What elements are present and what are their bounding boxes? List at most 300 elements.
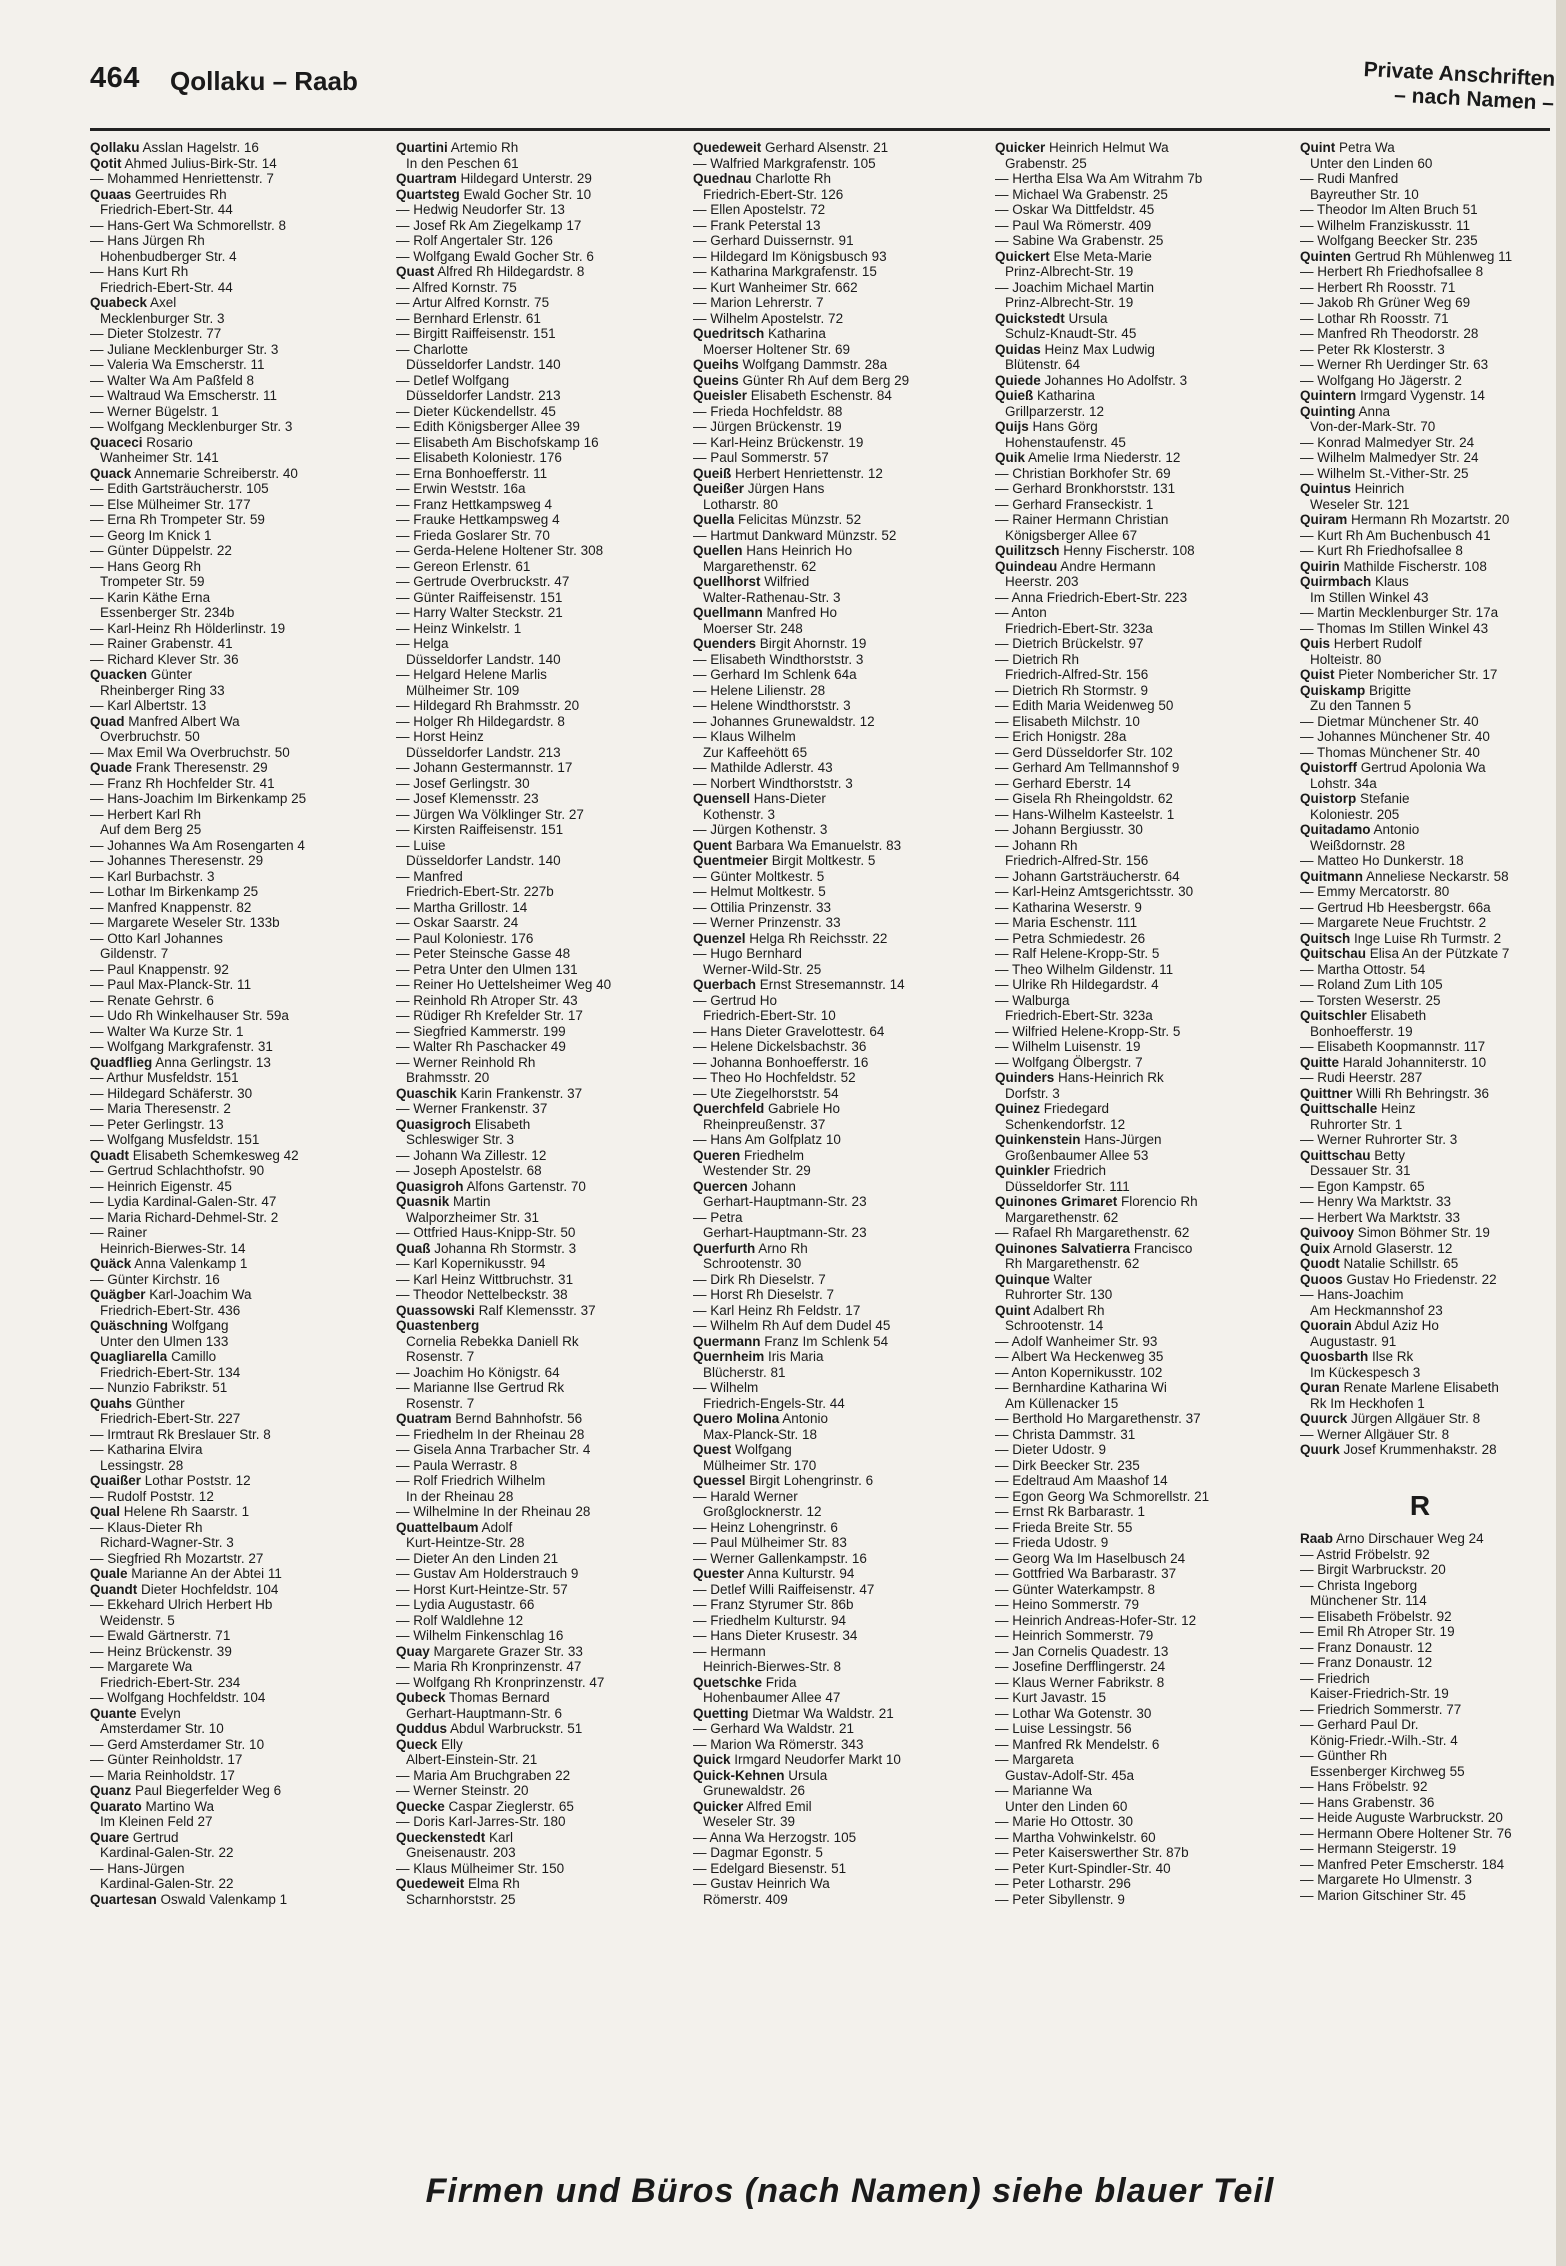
entry-same-surname [1300,884,1540,900]
entry-detail: Elisabeth [1370,1008,1427,1023]
entry-same-surname [90,1659,372,1675]
entry-detail: Heinz Brückenstr. 39 [107,1643,232,1659]
entry-same-surname [1300,373,1540,389]
entry-same-surname [1300,1070,1540,1086]
entry-surname: Quero Molina [693,1411,780,1426]
entry-continuation: Ruhrorter Str. 130 [1005,1287,1113,1302]
entry-same-surname [1300,900,1540,916]
entry-same-surname [1300,1194,1540,1210]
entry-continuation: Hohenbaumer Allee 47 [703,1690,841,1705]
entry-continuation: Friedrich-Engels-Str. 44 [703,1395,845,1411]
entry-surname-line [90,1783,372,1799]
entry-surname-line [90,156,372,172]
entry-surname-line [90,1349,372,1365]
entry-detail: Helmut Moltkestr. 5 [710,884,826,899]
entry-same-surname [693,652,975,668]
entry-surname: Quinez [995,1101,1041,1116]
dash-marker: — [1300,1810,1318,1825]
entry-detail: Manfred [413,868,463,884]
entry-detail: Margarete Neue Fruchtstr. 2 [1317,915,1487,930]
entry-surname: Quasigroch [396,1116,472,1132]
entry-detail: Rainer [107,1225,148,1240]
dash-marker: — [693,403,711,419]
dash-marker: — [995,775,1013,791]
entry-continuation: Am Heckmannshof 23 [1310,1302,1443,1318]
entry-detail: Herbert Karl Rh [107,806,202,822]
dash-marker: — [396,1256,414,1271]
dash-marker: — [396,915,414,930]
dash-marker: — [1300,1426,1318,1442]
entry-continuation: Friedrich-Ebert-Str. 134 [100,1364,241,1380]
entry-same-surname [396,1613,678,1629]
entry-detail: Wolfgang Ewald Gocher Str. 6 [413,248,594,264]
entry-surname-line [396,1721,678,1737]
dash-marker: — [995,202,1013,217]
entry-surname-line [693,1179,975,1195]
entry-same-surname [693,698,975,714]
entry-detail: Arno Rh [758,1240,808,1256]
entry-detail: Anna [1358,403,1391,419]
entry-detail: Karl-Heinz Rh Hölderlinstr. 19 [107,620,286,636]
entry-detail: Karl-Heinz Amtsgerichtsstr. 30 [1012,884,1194,899]
entry-surname-line [396,1411,678,1427]
dash-marker: — [1300,620,1318,636]
entry-detail: Hans-Joachim [1317,1287,1404,1302]
entry-surname: Quinting [1300,403,1356,419]
entry-surname: Quitschler [1300,1008,1367,1023]
dash-marker: — [995,930,1013,946]
entry-detail: Hans-Gert Wa Schmorellstr. 8 [107,217,287,233]
entry-same-surname [396,1039,678,1055]
entry-detail: Johann [751,1178,796,1194]
entry-surname: Queren [693,1147,741,1163]
dash-marker: — [1300,1624,1318,1639]
entry-same-surname [396,1814,678,1830]
entry-same-surname [693,1380,975,1396]
entry-same-surname [1300,1841,1540,1857]
entry-detail: Johannes Münchener Str. 40 [1317,729,1490,744]
entry-continuation: Essenberger Str. 234b [100,605,235,620]
entry-detail: Oskar Saarstr. 24 [413,915,519,930]
entry-surname: Quinones Salvatierra [995,1240,1131,1256]
entry-detail: Elisabeth Am Bischofskamp 16 [413,434,599,450]
entry-detail: Hildegard Im Königsbusch 93 [710,248,887,264]
entry-surname: Quitsch [1300,930,1351,946]
entry-same-surname [1300,171,1540,187]
entry-surname: Quirmbach [1300,574,1372,589]
entry-same-surname [1300,357,1540,373]
dash-marker: — [995,1519,1013,1535]
entry-same-surname [396,295,678,311]
dash-marker: — [396,1860,414,1876]
entry-surname: Quurk [1300,1442,1340,1457]
entry-same-surname [995,683,1277,699]
dash-marker: — [995,868,1013,884]
entry-continuation: Am Küllenacker 15 [1005,1395,1119,1411]
entry-detail: Marion Gitschiner Str. 45 [1317,1887,1466,1903]
entry-detail: Günter Moltkestr. 5 [710,868,825,884]
entry-detail: Karl Kopernikusstr. 94 [413,1256,546,1271]
entry-surname: Quercen [693,1178,748,1194]
entry-detail: Birgit Moltkestr. 5 [771,853,876,868]
entry-detail: Hans-Jürgen [1084,1132,1162,1147]
entry-detail: Margarete Grazer Str. 33 [433,1643,583,1659]
entry-detail: Ottilia Prinzenstr. 33 [710,899,832,915]
entry-same-surname [1300,745,1540,761]
entry-detail: Günter Reinholdstr. 17 [107,1752,243,1767]
dash-marker: — [1300,465,1318,481]
entry-continuation: Gerhart-Hauptmann-Str. 23 [703,1225,867,1240]
entry-same-surname [995,1752,1277,1768]
entry-same-surname [693,776,975,792]
entry-same-surname [90,1427,372,1443]
entry-continuation: Im Stillen Winkel 43 [1310,589,1429,605]
entry-detail: Gottfried Wa Barbarastr. 37 [1012,1566,1177,1581]
entry-same-surname [396,233,678,249]
entry-surname-line [1300,683,1540,699]
dash-marker: — [693,1085,711,1101]
column-4 [995,140,1277,2150]
entry-detail: Simon Böhmer Str. 19 [1357,1225,1490,1240]
entry-same-surname [995,1535,1277,1551]
dash-marker: — [995,1752,1013,1767]
entry-same-surname [995,1566,1277,1582]
entry-surname-line [1300,1225,1540,1241]
entry-detail: Otto Karl Johannes [107,930,223,946]
entry-same-surname [995,915,1277,931]
dash-marker: — [90,357,108,372]
entry-detail: Franz Donaustr. 12 [1317,1655,1433,1670]
entry-detail: Wilhelm Apostelstr. 72 [710,310,844,326]
entry-detail: Gerd Düsseldorfer Str. 102 [1012,744,1173,760]
entry-detail: Wolfgang Rh Kronprinzenstr. 47 [413,1674,605,1690]
entry-continuation: Dessauer Str. 31 [1310,1163,1411,1178]
entry-same-surname [693,900,975,916]
entry-same-surname [693,1070,975,1086]
entry-surname-line [693,1442,975,1458]
entry-detail: Willi Rh Behringstr. 36 [1356,1085,1490,1101]
entry-surname-line [693,1349,975,1365]
dash-marker: — [396,822,414,837]
entry-continuation: Rosenstr. 7 [406,1395,475,1411]
entry-surname: Quahs [90,1395,133,1411]
entry-same-surname [396,218,678,234]
entry-detail: Henry Wa Marktstr. 33 [1317,1194,1452,1209]
dash-marker: — [995,1023,1013,1039]
entry-detail: Hermann Rh Mozartstr. 20 [1351,512,1510,527]
entry-continuation: Weidenstr. 5 [100,1612,175,1628]
entry-detail: Wolfgang Markgrafenstr. 31 [107,1039,273,1054]
entry-same-surname [90,745,372,761]
dash-marker: — [396,1225,414,1240]
dash-marker: — [995,1876,1013,1891]
entry-detail: Johannes Ho Adolfstr. 3 [1044,372,1188,388]
entry-surname-line [90,1830,372,1846]
entry-surname-line [995,388,1277,404]
entry-surname-line [90,1256,372,1272]
entry-same-surname [1300,1655,1540,1671]
entry-detail: Erich Honigstr. 28a [1012,729,1127,744]
entry-detail: Helga [413,636,449,651]
entry-detail: Edith Maria Weidenweg 50 [1012,698,1174,713]
entry-detail: Werner Reinhold Rh [413,1054,536,1070]
dash-marker: — [1300,326,1318,341]
entry-same-surname [90,1520,372,1536]
entry-detail: Josef Krummenhakstr. 28 [1343,1442,1497,1457]
dash-marker: — [693,264,711,279]
entry-same-surname [1300,280,1540,296]
dash-marker: — [90,1101,108,1116]
entry-detail: Katharina Markgrafenstr. 15 [710,264,877,279]
dash-marker: — [995,636,1013,651]
entry-surname-line [693,1473,975,1489]
entry-detail: Lothar Wa Gotenstr. 30 [1012,1705,1152,1721]
entry-detail: Walter [1053,1271,1093,1287]
entry-surname-line [693,171,975,187]
entry-surname: Quivooy [1300,1225,1355,1240]
entry-same-surname [693,419,975,435]
entry-surname-line [693,1241,975,1257]
entry-surname: Quensell [693,791,751,806]
entry-same-surname [995,1365,1277,1381]
dash-marker: — [995,496,1013,512]
dash-marker: — [396,403,414,419]
entry-detail: Dietrich Rh Stormstr. 9 [1012,682,1149,698]
dash-marker: — [995,217,1013,233]
entry-same-surname [396,760,678,776]
dash-marker: — [1300,434,1318,450]
entry-detail: Hans Fröbelstr. 92 [1317,1779,1428,1794]
dash-marker: — [693,868,711,884]
entry-same-surname [1300,543,1540,559]
entry-surname-line [995,373,1277,389]
dash-marker: — [90,636,108,651]
entry-detail: Johann Bergiusstr. 30 [1012,822,1143,837]
entry-surname-line [693,373,975,389]
dash-marker: — [1300,1794,1318,1810]
entry-surname: Quedeweit [693,140,762,155]
entry-same-surname [90,900,372,916]
dash-marker: — [995,1628,1013,1643]
entry-same-surname [1300,1810,1540,1826]
entry-same-surname [1300,1702,1540,1718]
dash-marker: — [693,1597,711,1612]
dash-marker: — [995,1705,1013,1721]
entry-surname: Quicker [693,1798,744,1814]
entry-same-surname [90,1768,372,1784]
entry-same-surname [693,760,975,776]
dash-marker: — [396,1442,414,1457]
entry-same-surname [396,1365,678,1381]
entry-detail: Johanna Rh Stormstr. 3 [434,1240,577,1256]
entry-same-surname [995,233,1277,249]
entry-same-surname [693,280,975,296]
entry-continuation: Walter-Rathenau-Str. 3 [703,589,841,605]
entry-continuation: Werner-Wild-Str. 25 [703,961,822,977]
entry-surname: Quorain [1300,1318,1352,1333]
entry-same-surname [396,807,678,823]
entry-same-surname [995,1861,1277,1877]
entry-same-surname [396,605,678,621]
entry-detail: Gisela Rh Rheingoldstr. 62 [1012,791,1173,806]
entry-detail: Jakob Rh Grüner Weg 69 [1317,295,1471,310]
entry-detail: Petra Schmiedestr. 26 [1012,930,1146,946]
entry-detail: Hans-Heinrich Rk [1058,1070,1164,1085]
entry-detail: Manfred Peter Emscherstr. 184 [1317,1856,1505,1872]
entry-surname-line [90,1504,372,1520]
dash-marker: — [396,512,414,527]
section-title-line1: Private Anschriften [1363,57,1556,91]
entry-same-surname [396,791,678,807]
entry-same-surname [1300,1578,1540,1594]
entry-detail: Rolf Angertaler Str. 126 [413,233,553,248]
entry-surname: Quester [693,1566,745,1581]
entry-continuation: Prinz-Albrecht-Str. 19 [1005,295,1134,310]
entry-same-surname [1300,915,1540,931]
dash-marker: — [396,930,414,946]
entry-continuation: König-Friedr.-Wilh.-Str. 4 [1310,1732,1458,1748]
entry-continuation: Friedrich-Alfred-Str. 156 [1005,853,1149,868]
entry-continuation: Düsseldorfer Str. 111 [1005,1178,1130,1194]
dash-marker: — [90,853,108,868]
entry-surname-line [995,342,1277,358]
entry-detail: Gerhard Alsenstr. 21 [765,140,889,155]
dash-marker: — [90,651,108,667]
dash-marker: — [693,1023,711,1039]
entry-same-surname [396,342,678,358]
entry-surname-line [693,466,975,482]
entry-surname: Queiß [693,465,732,481]
entry-same-surname [396,1148,678,1164]
entry-surname: Quandt [90,1581,138,1597]
entry-same-surname [1300,1671,1540,1687]
entry-surname: Quis [1300,636,1331,651]
entry-surname-line [1300,760,1540,776]
entry-surname-line [995,249,1277,265]
entry-detail: Hans-Joachim Im Birkenkamp 25 [107,791,307,806]
dash-marker: — [995,481,1013,496]
dash-marker: — [90,481,108,496]
entry-detail: Christa Dammstr. 31 [1012,1426,1136,1442]
entry-same-surname [90,1194,372,1210]
dash-marker: — [396,202,414,217]
entry-surname-line [995,140,1277,156]
entry-detail: Kurt Rh Am Buchenbusch 41 [1317,527,1491,543]
entry-surname: Quäschning [90,1318,169,1333]
entry-continuation: Grillparzerstr. 12 [1005,403,1105,419]
entry-continuation: Großglocknerstr. 12 [703,1504,822,1519]
entry-surname: Quedritsch [693,326,765,341]
entry-detail: Gertrud Schlachthofstr. 90 [107,1163,265,1178]
entry-same-surname [90,1039,372,1055]
entry-surname-line [693,1101,975,1117]
entry-detail: Alfons Gartenstr. 70 [466,1178,586,1194]
entry-detail: Rafael Rh Margarethenstr. 62 [1012,1225,1190,1240]
dash-marker: — [693,899,711,915]
entry-detail: Heide Auguste Warbruckstr. 20 [1317,1810,1503,1825]
dash-marker: — [90,543,108,558]
entry-surname-line [693,140,975,156]
entry-surname-line [693,605,975,621]
dash-marker: — [396,775,414,791]
entry-detail: Ralf Helene-Kropp-Str. 5 [1012,946,1160,961]
dash-marker: — [995,1783,1013,1798]
entry-surname-line [1300,822,1540,838]
entry-surname: Quante [90,1705,137,1721]
entry-surname: Quickstedt [995,310,1065,326]
entry-detail: Albert Wa Heckenweg 35 [1011,1349,1164,1364]
entry-detail: Helene Dickelsbachstr. 36 [710,1039,867,1054]
entry-continuation: In der Rheinau 28 [406,1488,514,1504]
entry-detail: Theodor Im Alten Bruch 51 [1317,202,1478,217]
entry-detail: Ursula [1068,310,1108,326]
dash-marker: — [90,1178,108,1194]
entry-surname: Quinkler [995,1163,1050,1178]
entry-surname: Quartini [396,140,448,155]
entry-surname-line [1300,1272,1540,1288]
entry-surname: Quay [396,1643,430,1659]
dash-marker: — [396,620,414,636]
dash-marker: — [90,961,108,977]
entry-same-surname [396,1628,678,1644]
entry-same-surname [396,1861,678,1877]
entry-surname-line [995,450,1277,466]
entry-detail: Rainer Grabenstr. 41 [107,636,233,651]
entry-detail: Dirk Beecker Str. 235 [1012,1457,1140,1473]
entry-detail: Rolf Friedrich Wilhelm [413,1473,546,1488]
entry-detail: Florencio Rh [1121,1194,1198,1209]
entry-detail: Friedrich [1053,1163,1107,1178]
entry-same-surname [90,838,372,854]
entry-detail: Gustav Ho Friedenstr. 22 [1346,1271,1497,1287]
entry-detail: Brigitte [1369,682,1412,698]
entry-same-surname [396,869,678,885]
entry-detail: Max Emil Wa Overbruchstr. 50 [107,744,290,760]
entry-surname-line [396,1303,678,1319]
entry-detail: Manfred Rk Mendelstr. 6 [1012,1736,1160,1752]
entry-surname: Quistorp [1300,791,1357,806]
entry-detail: Oswald Valenkamp 1 [160,1891,288,1907]
dash-marker: — [396,372,414,388]
entry-detail: Hans Kurt Rh [107,264,189,279]
entry-detail: Edith Gartsträucherstr. 105 [107,481,269,496]
entry-same-surname [693,1489,975,1505]
entry-continuation: Mülheimer Str. 109 [406,682,520,698]
dash-marker: — [396,1628,414,1643]
entry-same-surname [693,1520,975,1536]
entry-detail: Hugo Bernhard [710,946,802,961]
entry-same-surname [396,574,678,590]
entry-detail: Jürgen Wa Völklinger Str. 27 [413,806,584,822]
entry-same-surname [396,946,678,962]
entry-detail: Friedegard [1043,1101,1110,1116]
entry-same-surname [90,931,372,947]
entry-continuation: Blütenstr. 64 [1005,357,1081,372]
entry-same-surname [995,605,1277,621]
dash-marker: — [396,574,414,589]
entry-detail: Frieda Udostr. 9 [1012,1535,1109,1550]
entry-detail: Karl [489,1829,514,1845]
entry-same-surname [693,1318,975,1334]
dash-marker: — [90,1039,108,1054]
entry-surname: Quack [90,465,132,481]
entry-surname-line [1300,140,1540,156]
entry-same-surname [1300,1779,1540,1795]
dash-marker: — [1300,1639,1318,1655]
entry-same-surname [1300,1287,1540,1303]
entry-same-surname [693,1845,975,1861]
entry-same-surname [1300,605,1540,621]
